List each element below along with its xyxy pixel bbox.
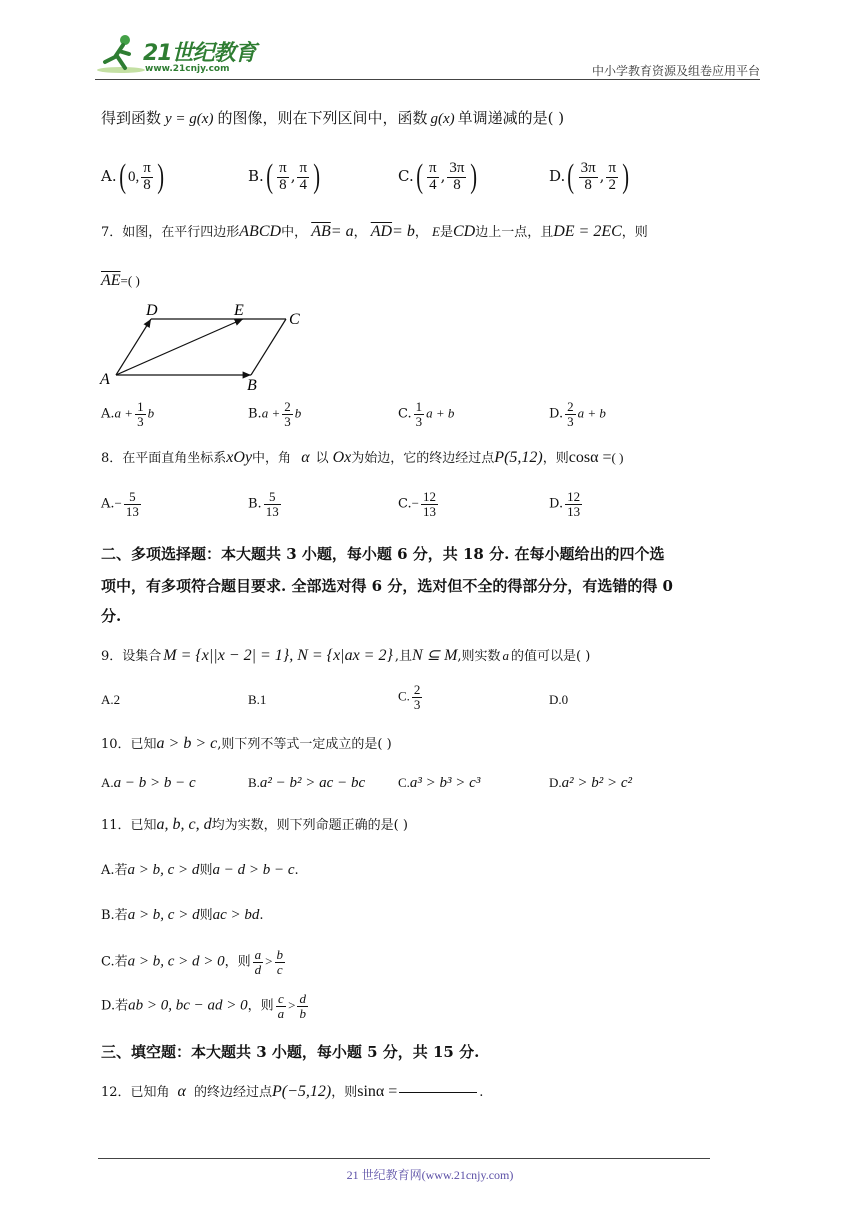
q8-option-b[interactable]: B. $\frac{5}{13}$ <box>248 489 279 519</box>
q10-option-d[interactable]: D.a² > b² > c² <box>549 775 633 791</box>
q6-stem: 得到函数 y = g(x) 的图像，则在下列区间中，函数 g(x) 单调递减的是( ) <box>101 109 565 127</box>
point-b-label: B <box>247 377 257 392</box>
logo-runner-icon <box>95 32 147 74</box>
footer-text: 21 世纪教育网(www.21cnjy.com) <box>346 1168 514 1182</box>
parallelogram-figure <box>98 300 308 392</box>
q6-option-d[interactable]: D.( $\frac{3\pi}{8}$ , $\frac{\pi}{2}$ ) <box>549 158 630 195</box>
q8-option-d[interactable]: D. $\frac{12}{13}$ <box>549 489 581 519</box>
q9-option-c[interactable]: C. $\frac{2}{3}$ <box>398 682 421 712</box>
q10-option-c[interactable]: C.a³ > b³ > c³ <box>398 775 481 791</box>
logo-text: 21世纪教育 <box>143 41 256 66</box>
header-divider <box>95 79 760 80</box>
q6-option-a[interactable]: A.( 0, $\frac{\pi}{8}$ ) <box>101 158 164 195</box>
q10-option-a[interactable]: A.a − b > b − c <box>101 775 196 791</box>
q11-option-c[interactable]: C.若a > b, c > d > 0，则 $\frac{a}{d}$ > $\frac{b}{c}$ <box>101 947 284 977</box>
q7-option-a[interactable]: A.a + $\frac{1}{3}$ b <box>101 399 155 429</box>
q12-stem: 12．已知角 α 的终边经过点P(−5,12)，则sinα = . <box>101 1083 484 1100</box>
q8-option-c[interactable]: C.− $\frac{12}{13}$ <box>398 489 436 519</box>
q9-option-d[interactable]: D.0 <box>549 692 569 707</box>
q7-option-d[interactable]: D. $\frac{2}{3}$ a + b <box>549 399 606 429</box>
q7-stem-2: $\overline{AE}=$( ) <box>101 272 140 289</box>
q9-stem: 9．设集合 M = {x||x − 2| = 1}, N = {x|ax = 2} ,且N ⊆ M,则实数 a 的值可以是( ) <box>101 647 591 664</box>
q7-option-c[interactable]: C. $\frac{1}{3}$ a + b <box>398 399 455 429</box>
point-e-label: E <box>234 302 244 319</box>
answer-blank[interactable] <box>399 1092 477 1093</box>
logo-url: www.21cnjy.com <box>145 64 230 74</box>
section2-heading-1: 二、多项选择题：本大题共 3 小题，每小题 6 分，共 18 分. 在每小题给出的四个选 <box>101 545 665 563</box>
point-c-label: C <box>289 311 300 328</box>
q11-option-a[interactable]: A.若a > b, c > d则a − d > b − c. <box>101 862 299 878</box>
point-d-label: D <box>146 302 158 319</box>
q8-option-a[interactable]: A.− $\frac{5}{13}$ <box>101 489 139 519</box>
q7-stem: 7．如图，在平行四边形ABCD中， $\overline{AB}= a$， $\overline{AD}= b$， E是CD边上一点，且DE = 2EC，则 <box>101 223 648 240</box>
q10-option-b[interactable]: B.a² − b² > ac − bc <box>248 775 366 791</box>
section3-heading: 三、填空题：本大题共 3 小题，每小题 5 分，共 15 分. <box>101 1043 480 1061</box>
q9-option-a[interactable]: A.2 <box>101 692 121 707</box>
section2-heading-3: 分. <box>101 607 122 625</box>
q11-option-b[interactable]: B.若a > b, c > d则ac > bd. <box>101 907 264 923</box>
footer-divider <box>98 1158 710 1159</box>
q8-stem: 8．在平面直角坐标系xOy中，角 α 以 Ox为始边，它的终边经过点P(5,12)，则cosα =( ) <box>101 449 624 466</box>
q9-option-b[interactable]: B.1 <box>248 692 267 707</box>
q6-option-b[interactable]: B.( $\frac{\pi}{8}$ , $\frac{\pi}{4}$ ) <box>248 158 321 195</box>
header-right-text: 中小学教育资源及组卷应用平台 <box>591 64 760 78</box>
section2-heading-2: 项中，有多项符合题目要求. 全部选对得 6 分，选对但不全的得部分分，有选错的得 0 <box>101 577 673 595</box>
point-a-label: A <box>100 371 110 388</box>
q11-stem: 11．已知a, b, c, d均为实数，则下列命题正确的是( ) <box>101 816 408 833</box>
q10-stem: 10．已知a > b > c,则下列不等式一定成立的是( ) <box>101 735 392 752</box>
header <box>95 30 760 80</box>
q7-option-b[interactable]: B.a + $\frac{2}{3}$ b <box>248 399 302 429</box>
q11-option-d[interactable]: D.若ab > 0, bc − ad > 0，则 $\frac{c}{a}$ > $\frac{d}{b}$ <box>101 991 306 1021</box>
q6-option-c[interactable]: C.( $\frac{\pi}{4}$ , $\frac{3\pi}{8}$ ) <box>398 158 478 195</box>
